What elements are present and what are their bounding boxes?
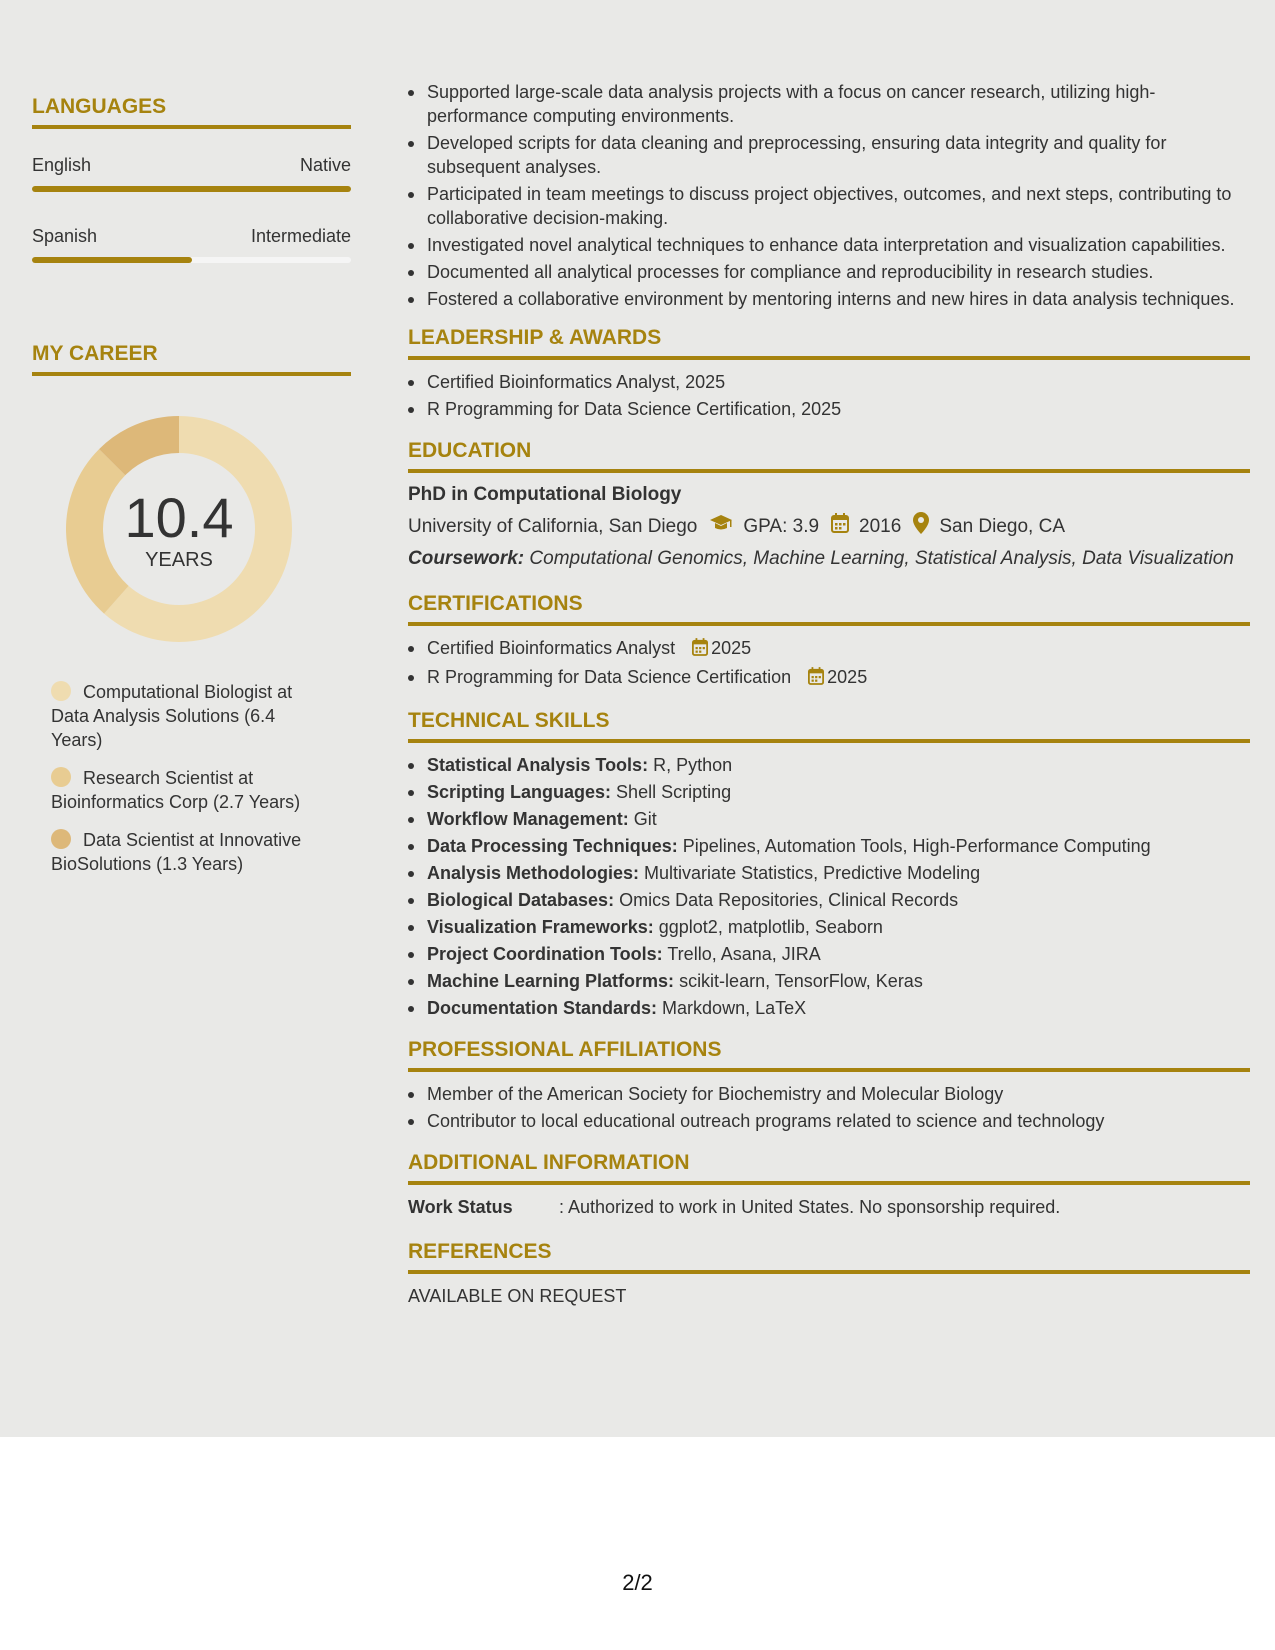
education-section (408, 438, 1250, 571)
experience-bullets (408, 80, 1250, 311)
additional-section (408, 1150, 1250, 1219)
leadership-title: LEADERSHIP & AWARDS (408, 326, 662, 349)
legend-label: Research Scientist at Bioinformatics Corp (2.7 Years) (51, 768, 301, 812)
career-donut-chart (66, 416, 292, 642)
cert-date (692, 638, 751, 658)
list-item: Documented all analytical processes for compliance and reproducibility in research studies. (408, 260, 1250, 284)
list-item: Investigated novel analytical techniques to enhance data interpretation and visualization capabilities. (408, 233, 1250, 257)
list-item (408, 915, 1250, 939)
affiliations-section (408, 1037, 1250, 1133)
skill-label: Project Coordination Tools: (427, 944, 663, 964)
language-spanish (32, 225, 351, 263)
certifications-section (408, 591, 1250, 691)
section-divider (408, 356, 1250, 360)
education-meta (408, 512, 1250, 542)
cert-name: Certified Bioinformatics Analyst (427, 638, 676, 658)
skill-value: Omics Data Repositories, Clinical Records (619, 890, 959, 910)
skill-label: Scripting Languages: (427, 782, 612, 802)
additional-title: ADDITIONAL INFORMATION (408, 1151, 690, 1174)
certifications-title: CERTIFICATIONS (408, 592, 583, 615)
career-total-years: 10.4 (124, 486, 234, 549)
language-english (32, 154, 351, 192)
skill-label: Documentation Standards: (427, 998, 658, 1018)
list-item: Fostered a collaborative environment by mentoring interns and new hires in data analysis techniques. (408, 287, 1250, 311)
career-legend (51, 680, 331, 876)
affiliations-title: PROFESSIONAL AFFILIATIONS (408, 1038, 722, 1061)
skill-label: Analysis Methodologies: (427, 863, 640, 883)
section-divider (408, 739, 1250, 743)
section-divider (32, 372, 351, 376)
legend-item (51, 766, 331, 814)
list-item (408, 636, 1250, 662)
references-title: REFERENCES (408, 1240, 552, 1263)
skills-title: TECHNICAL SKILLS (408, 709, 610, 732)
section-divider (408, 1270, 1250, 1274)
skill-label: Biological Databases: (427, 890, 615, 910)
calendar-icon (692, 638, 708, 662)
gpa: GPA: 3.9 (743, 516, 820, 537)
skill-label: Statistical Analysis Tools: (427, 755, 649, 775)
work-status-row (408, 1195, 1250, 1219)
coursework-label: Coursework: (408, 548, 525, 569)
calendar-icon (831, 513, 849, 541)
work-status-value: : Authorized to work in United States. No sponsorship required. (559, 1197, 1061, 1217)
skill-value: R, Python (653, 755, 733, 775)
coursework (408, 547, 1250, 571)
section-divider (32, 125, 351, 129)
cert-name: R Programming for Data Science Certification (427, 667, 792, 687)
list-item: Developed scripts for data cleaning and preprocessing, ensuring data integrity and quality for subsequent analyses. (408, 131, 1250, 179)
calendar-icon (808, 667, 824, 691)
school-name: University of California, San Diego (408, 516, 698, 537)
skill-value: Markdown, LaTeX (662, 998, 807, 1018)
career-section (32, 341, 351, 876)
section-divider (408, 1181, 1250, 1185)
list-item (408, 807, 1250, 831)
section-divider (408, 1068, 1250, 1072)
language-bar (32, 257, 351, 263)
languages-section (32, 94, 351, 263)
legend-item (51, 680, 331, 752)
list-item: Participated in team meetings to discuss project objectives, outcomes, and next steps, contributing to collaborative decision-making. (408, 182, 1250, 230)
cert-year: 2025 (711, 638, 752, 658)
donut-center (66, 416, 292, 642)
career-years-unit: YEARS (145, 549, 213, 571)
degree-title: PhD in Computational Biology (408, 484, 682, 505)
skill-label: Data Processing Techniques: (427, 836, 678, 856)
skill-value: scikit-learn, TensorFlow, Keras (679, 971, 923, 991)
legend-item (51, 828, 331, 876)
list-item (408, 996, 1250, 1020)
skill-value: ggplot2, matplotlib, Seaborn (658, 917, 883, 937)
list-item: Supported large-scale data analysis projects with a focus on cancer research, utilizing high-performance computing environments. (408, 80, 1250, 128)
skill-label: Machine Learning Platforms: (427, 971, 675, 991)
coursework-list: Computational Genomics, Machine Learning, Statistical Analysis, Data Visualization (529, 548, 1234, 569)
skill-value: Git (633, 809, 657, 829)
graduation-cap-icon (709, 514, 733, 540)
graduation-year: 2016 (859, 516, 902, 537)
languages-title: LANGUAGES (32, 95, 167, 118)
legend-dot (51, 681, 71, 701)
list-item: Certified Bioinformatics Analyst, 2025 (408, 370, 1250, 394)
legend-label: Data Scientist at Innovative BioSolutions (1.3 Years) (51, 830, 302, 874)
skill-label: Workflow Management: (427, 809, 629, 829)
skill-value: Trello, Asana, JIRA (667, 944, 821, 964)
language-name: English (32, 155, 92, 175)
left-column (32, 94, 351, 890)
list-item (408, 665, 1250, 691)
school-location: San Diego, CA (939, 516, 1066, 537)
language-level: Native (299, 155, 351, 175)
list-item: Member of the American Society for Biochemistry and Molecular Biology (408, 1082, 1250, 1106)
cert-date (808, 667, 867, 687)
page-number: 2/2 (622, 1570, 653, 1595)
map-pin-icon (913, 512, 929, 542)
language-level: Intermediate (250, 226, 351, 246)
work-status-label: Work Status (408, 1197, 513, 1217)
career-title: MY CAREER (32, 342, 158, 365)
list-item (408, 753, 1250, 777)
skill-value: Pipelines, Automation Tools, High-Performance Computing (682, 836, 1151, 856)
legend-dot (51, 767, 71, 787)
language-bar-fill (32, 186, 351, 192)
cert-year: 2025 (827, 667, 868, 687)
list-item: R Programming for Data Science Certification, 2025 (408, 397, 1250, 421)
list-item (408, 942, 1250, 966)
language-bar (32, 186, 351, 192)
list-item (408, 969, 1250, 993)
section-divider (408, 622, 1250, 626)
list-item (408, 834, 1250, 858)
list-item (408, 861, 1250, 885)
references-section (408, 1239, 1250, 1308)
references-text: AVAILABLE ON REQUEST (408, 1286, 627, 1306)
skill-value: Multivariate Statistics, Predictive Modeling (644, 863, 981, 883)
education-title: EDUCATION (408, 439, 532, 462)
leadership-section (408, 325, 1250, 421)
legend-label: Computational Biologist at Data Analysis Solutions (6.4 Years) (51, 682, 293, 750)
language-name: Spanish (32, 226, 98, 246)
list-item: Contributor to local educational outreach programs related to science and technology (408, 1109, 1250, 1133)
list-item (408, 780, 1250, 804)
right-column (408, 80, 1250, 1308)
skills-section (408, 708, 1250, 1020)
section-divider (408, 469, 1250, 473)
list-item (408, 888, 1250, 912)
skill-value: Shell Scripting (616, 782, 732, 802)
skill-label: Visualization Frameworks: (427, 917, 654, 937)
legend-dot (51, 829, 71, 849)
language-bar-fill (32, 257, 192, 263)
